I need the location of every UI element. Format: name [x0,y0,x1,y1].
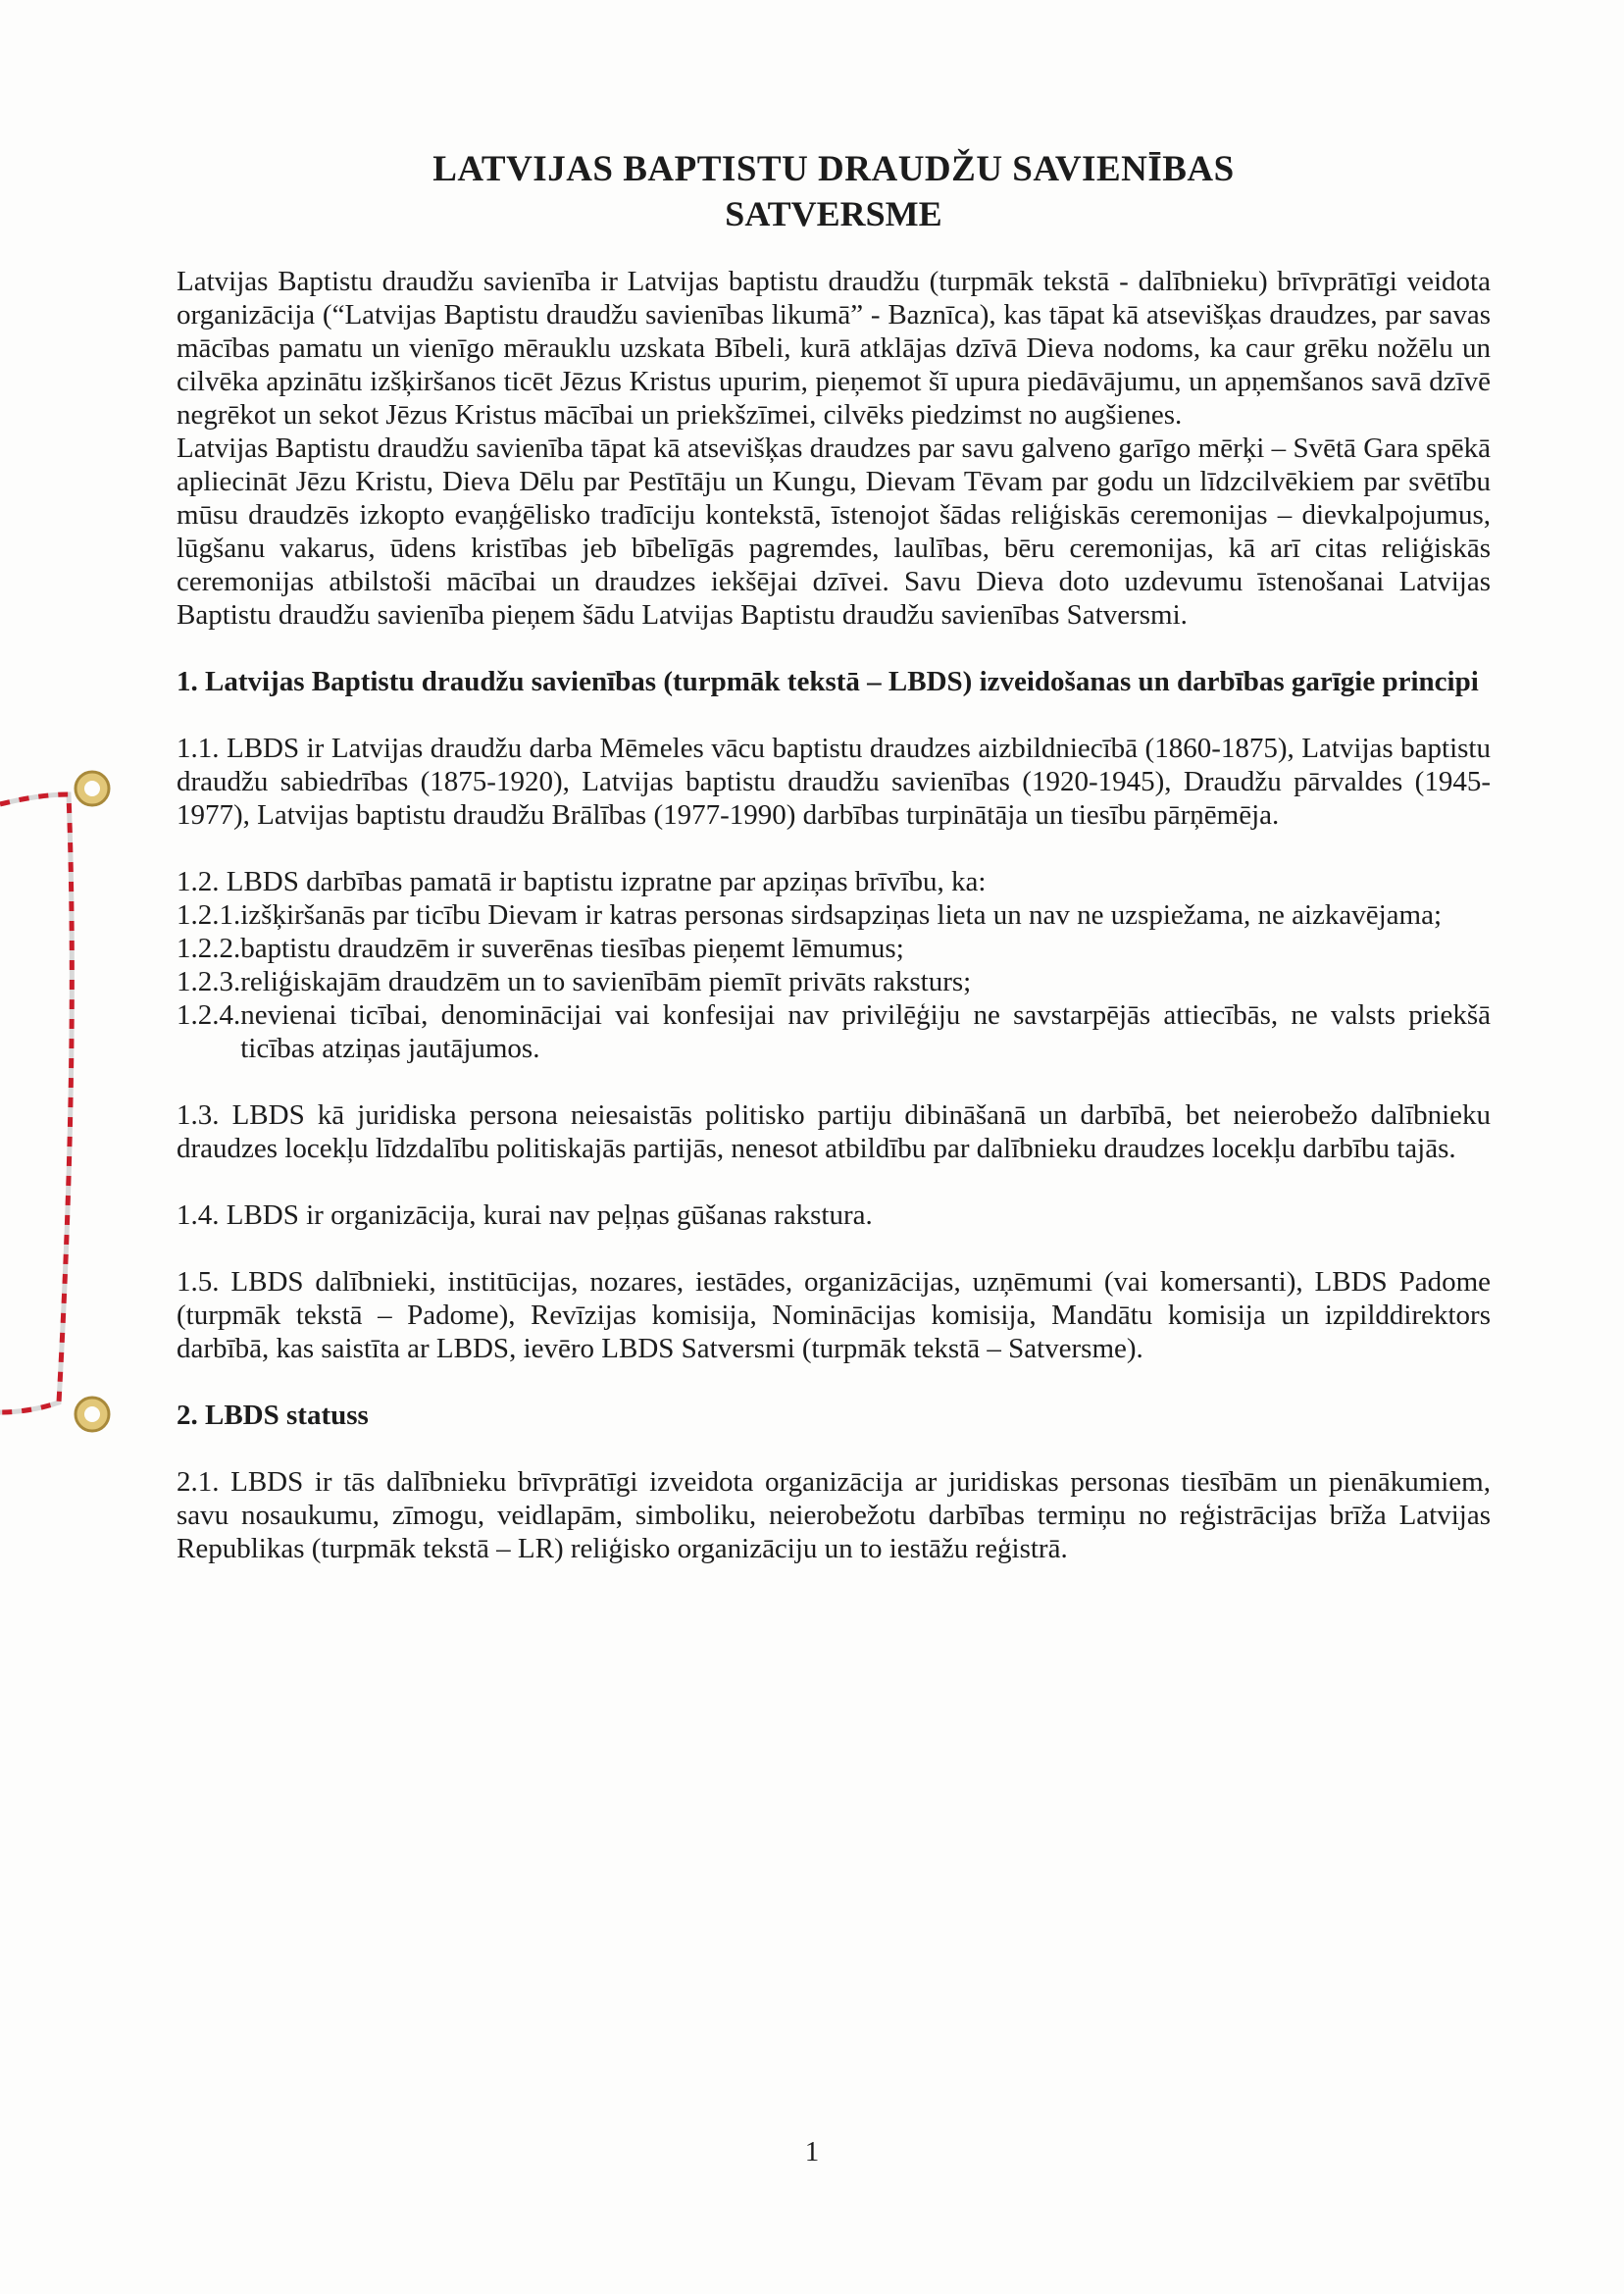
clause-1-2-2 [177,932,1491,965]
clause-1-2-4 [177,998,1491,1065]
section-1-heading: 1. Latvijas Baptistu draudžu savienības (turpmāk tekstā – LBDS) izveidošanas un darbības garīgie principi [177,666,1479,697]
document-title: LATVIJAS BAPTISTU DRAUDŽU SAVIENĪBAS [432,149,1235,189]
intro-paragraph-1: Latvijas Baptistu draudžu savienība ir Latvijas baptistu draudžu (turpmāk tekstā - dalībnieku) brīvprātīgi veidota organizācija (“Latvijas Baptistu draudžu savienības likumā” - Baznīca), kas tāpat kā atsevišķas draudzes, par savas mācības pamatu un vienīgo mērauklu uzskata Bībeli, kurā atklājas dzīvā Dieva nodoms, ka caur grēku nožēlu un cilvēka apzinātu izšķiršanos ticēt Jēzus Kristus upurim, pieņemot šī upura piedāvājumu, un apņemšanos savā dzīvē negrēkot un sekot Jēzus Kristus mācībai un priekšzīmei, cilvēks piedzimst no augšienes. [177,266,1491,431]
binding-thread-icon [0,755,118,1442]
clause-1-2: 1.2. LBDS darbības pamatā ir baptistu izpratne par apziņas brīvību, ka: [177,866,987,897]
clause-1-2-3 [177,965,1491,998]
clause-text: nevienai ticībai, denominācijai vai konfesijai nav privilēģiju ne savstarpējās attiecībās, ne valsts priekšā ticības atziņas jautājumos. [240,999,1491,1064]
clause-number: 1.2.3. [177,966,241,997]
page-number: 1 [804,2136,820,2167]
intro-paragraph-2: Latvijas Baptistu draudžu savienība tāpat kā atsevišķas draudzes par savu galveno garīgo mērķi – Svētā Gara spēkā apliecināt Jēzu Kristu, Dieva Dēlu par Pestītāju un Kungu, Dievam Tēvam par godu un līdzcilvēkiem par svētību mūsu draudzēs izkopto evaņģēlisko tradīciju kontekstā, īstenojot šādas reliģiskās ceremonijas – dievkalpojumus, lūgšanu vakarus, ūdens kristības jeb bībelīgās pagremdes, laulības, bēru ceremonijas, kā arī citas reliģiskās ceremonijas atbilstoši mācībai un draudzes iekšējai dzīvei. Savu Dieva doto uzdevumu īstenošanai Latvijas Baptistu draudžu savienība pieņem šādu Latvijas Baptistu draudžu savienības Satversmi. [177,433,1491,631]
clause-1-3: 1.3. LBDS kā juridiska persona neiesaistās politisko partiju dibināšanā un darbībā, bet neierobežo dalībnieku draudzes locekļu līdzdalību politiskajās partijās, nenesot atbildību par dalībnieku draudzes locekļu darbību tajās. [177,1099,1491,1164]
clause-1-4: 1.4. LBDS ir organizācija, kurai nav peļņas gūšanas rakstura. [177,1199,873,1231]
section-2-heading: 2. LBDS statuss [177,1400,369,1431]
clause-text: baptistu draudzēm ir suverēnas tiesības pieņemt lēmumus; [240,933,904,964]
document-subtitle: SATVERSME [725,194,942,233]
clause-2-1: 2.1. LBDS ir tās dalībnieku brīvprātīgi izveidota organizācija ar juridiskas personas tiesībām un pienākumiem, savu nosaukumu, zīmogu, veidlapām, simboliku, neierobežotu darbības termiņu no reģistrācijas brīža Latvijas Republikas (turpmāk tekstā – LR) reliģisko organizāciju un to iestāžu reģistrā. [177,1466,1491,1564]
clause-number: 1.2.4. [177,999,241,1031]
clause-number: 1.2.1. [177,899,241,931]
clause-number: 1.2.2. [177,933,241,964]
clause-text: izšķiršanās par ticību Dievam ir katras personas sirdsapziņas lieta un nav ne uzspiežama, ne aizkavējama; [240,899,1443,931]
clause-text: reliģiskajām draudzēm un to savienībām piemīt privāts raksturs; [240,966,972,997]
clause-1-2-1 [177,898,1491,932]
document-body [177,147,1491,1565]
clause-1-1: 1.1. LBDS ir Latvijas draudžu darba Mēmeles vācu baptistu draudzes aizbildniecībā (1860-1875), Latvijas baptistu draudžu sabiedrības (1875-1920), Latvijas baptistu draudžu savienības (1920-1945), Draudžu pārvaldes (1945-1977), Latvijas baptistu draudžu Brālības (1977-1990) darbības turpinātāja un tiesību pārņēmēja. [177,733,1491,831]
clause-1-5: 1.5. LBDS dalībnieki, institūcijas, nozares, iestādes, organizācijas, uzņēmumi (vai komersanti), LBDS Padome (turpmāk tekstā – Padome), Revīzijas komisija, Nominācijas komisija, Mandātu komisija un izpilddirektors darbībā, kas saistīta ar LBDS, ievēro LBDS Satversmi (turpmāk tekstā – Satversme). [177,1266,1491,1364]
